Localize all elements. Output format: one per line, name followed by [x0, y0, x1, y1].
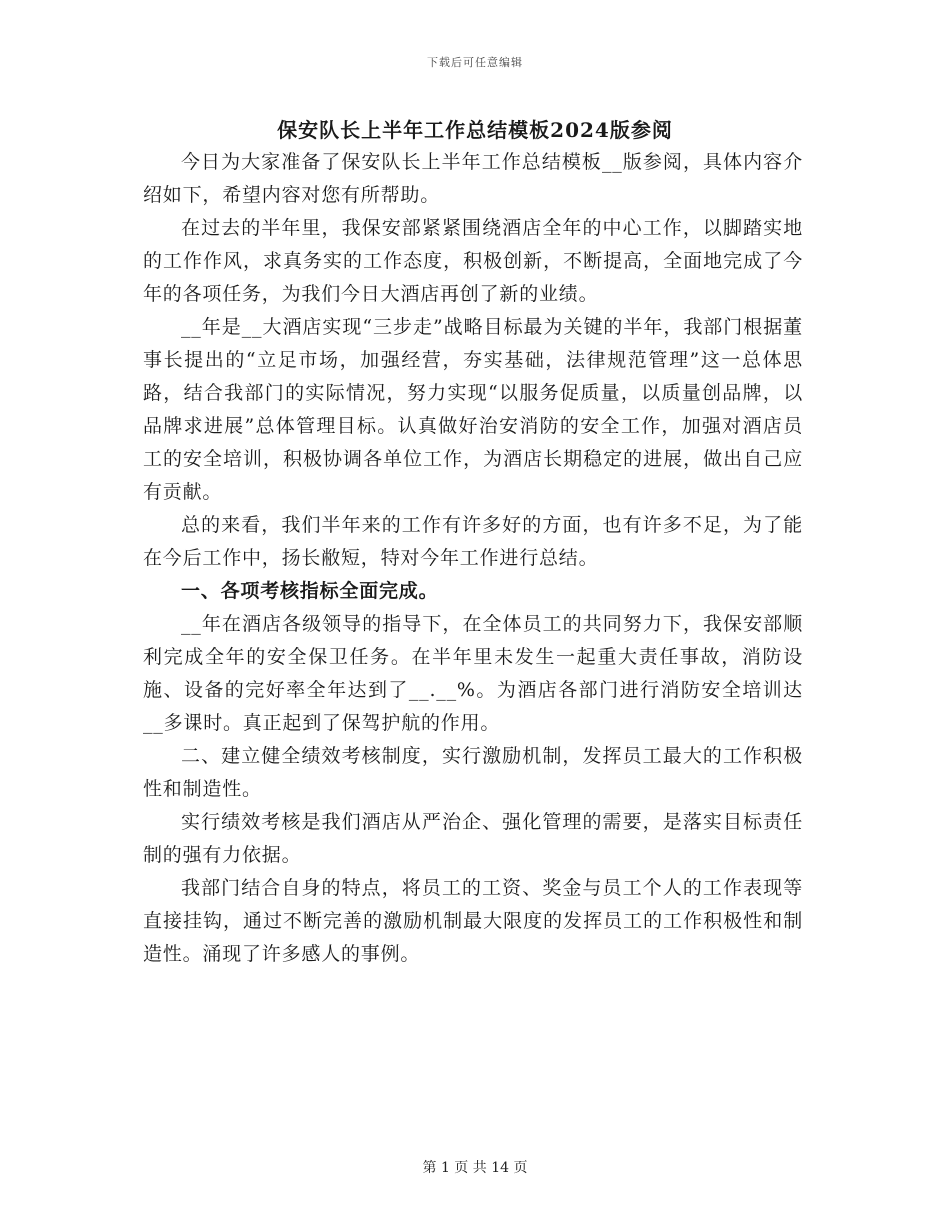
- paragraph-past-half-year: 在过去的半年里，我保安部紧紧围绕酒店全年的中心工作，以脚踏实地的工作作风，求真务实的工作态度，积极创新，不断提高，全面地完成了今年的各项任务，为我们今日大酒店再创了新的业绩。: [143, 217, 803, 305]
- paragraph-assessment-results: __年在酒店各级领导的指导下，在全体员工的共同努力下，我保安部顺利完成全年的安全保卫任务。在半年里未发生一起重大责任事故，消防设施、设备的完好率全年达到了__.__%。为酒店各部门进行消防安全培训达__多课时。真正起到了保驾护航的作用。: [143, 613, 803, 734]
- page-number-footer: 第 1 页 共 14 页: [422, 1160, 528, 1176]
- section-heading-1: 一、各项考核指标全面完成。: [181, 580, 439, 602]
- header-note: 下载后可任意编辑: [427, 56, 523, 69]
- section-heading-2: 二、建立健全绩效考核制度，实行激励机制，发挥员工最大的工作积极性和制造性。: [143, 745, 803, 800]
- paragraph-intro: 今日为大家准备了保安队长上半年工作总结模板__版参阅，具体内容介绍如下，希望内容对您有所帮助。: [143, 151, 803, 206]
- paragraph-performance-system: 实行绩效考核是我们酒店从严治企、强化管理的需要，是落实目标责任制的强有力依据。: [143, 811, 803, 866]
- document-title: 保安队长上半年工作总结模板2024版参阅: [277, 118, 673, 142]
- document-body: [143, 146, 803, 971]
- paragraph-incentive: 我部门结合自身的特点，将员工的工资、奖金与员工个人的工作表现等直接挂钩，通过不断完善的激励机制最大限度的发挥员工的工作积极性和制造性。涌现了许多感人的事例。: [143, 877, 803, 965]
- paragraph-overview: 总的来看，我们半年来的工作有许多好的方面，也有许多不足，为了能在今后工作中，扬长敝短，特对今年工作进行总结。: [143, 514, 803, 569]
- paragraph-strategy: __年是__大酒店实现“三步走”战略目标最为关键的半年，我部门根据董事长提出的“立足市场，加强经营，夯实基础，法律规范管理”这一总体思路，结合我部门的实际情况，努力实现“以服务促质量，以质量创品牌，以品牌求进展”总体管理目标。认真做好治安消防的安全工作，加强对酒店员工的安全培训，积极协调各单位工作，为酒店长期稳定的进展，做出自己应有贡献。: [143, 316, 803, 503]
